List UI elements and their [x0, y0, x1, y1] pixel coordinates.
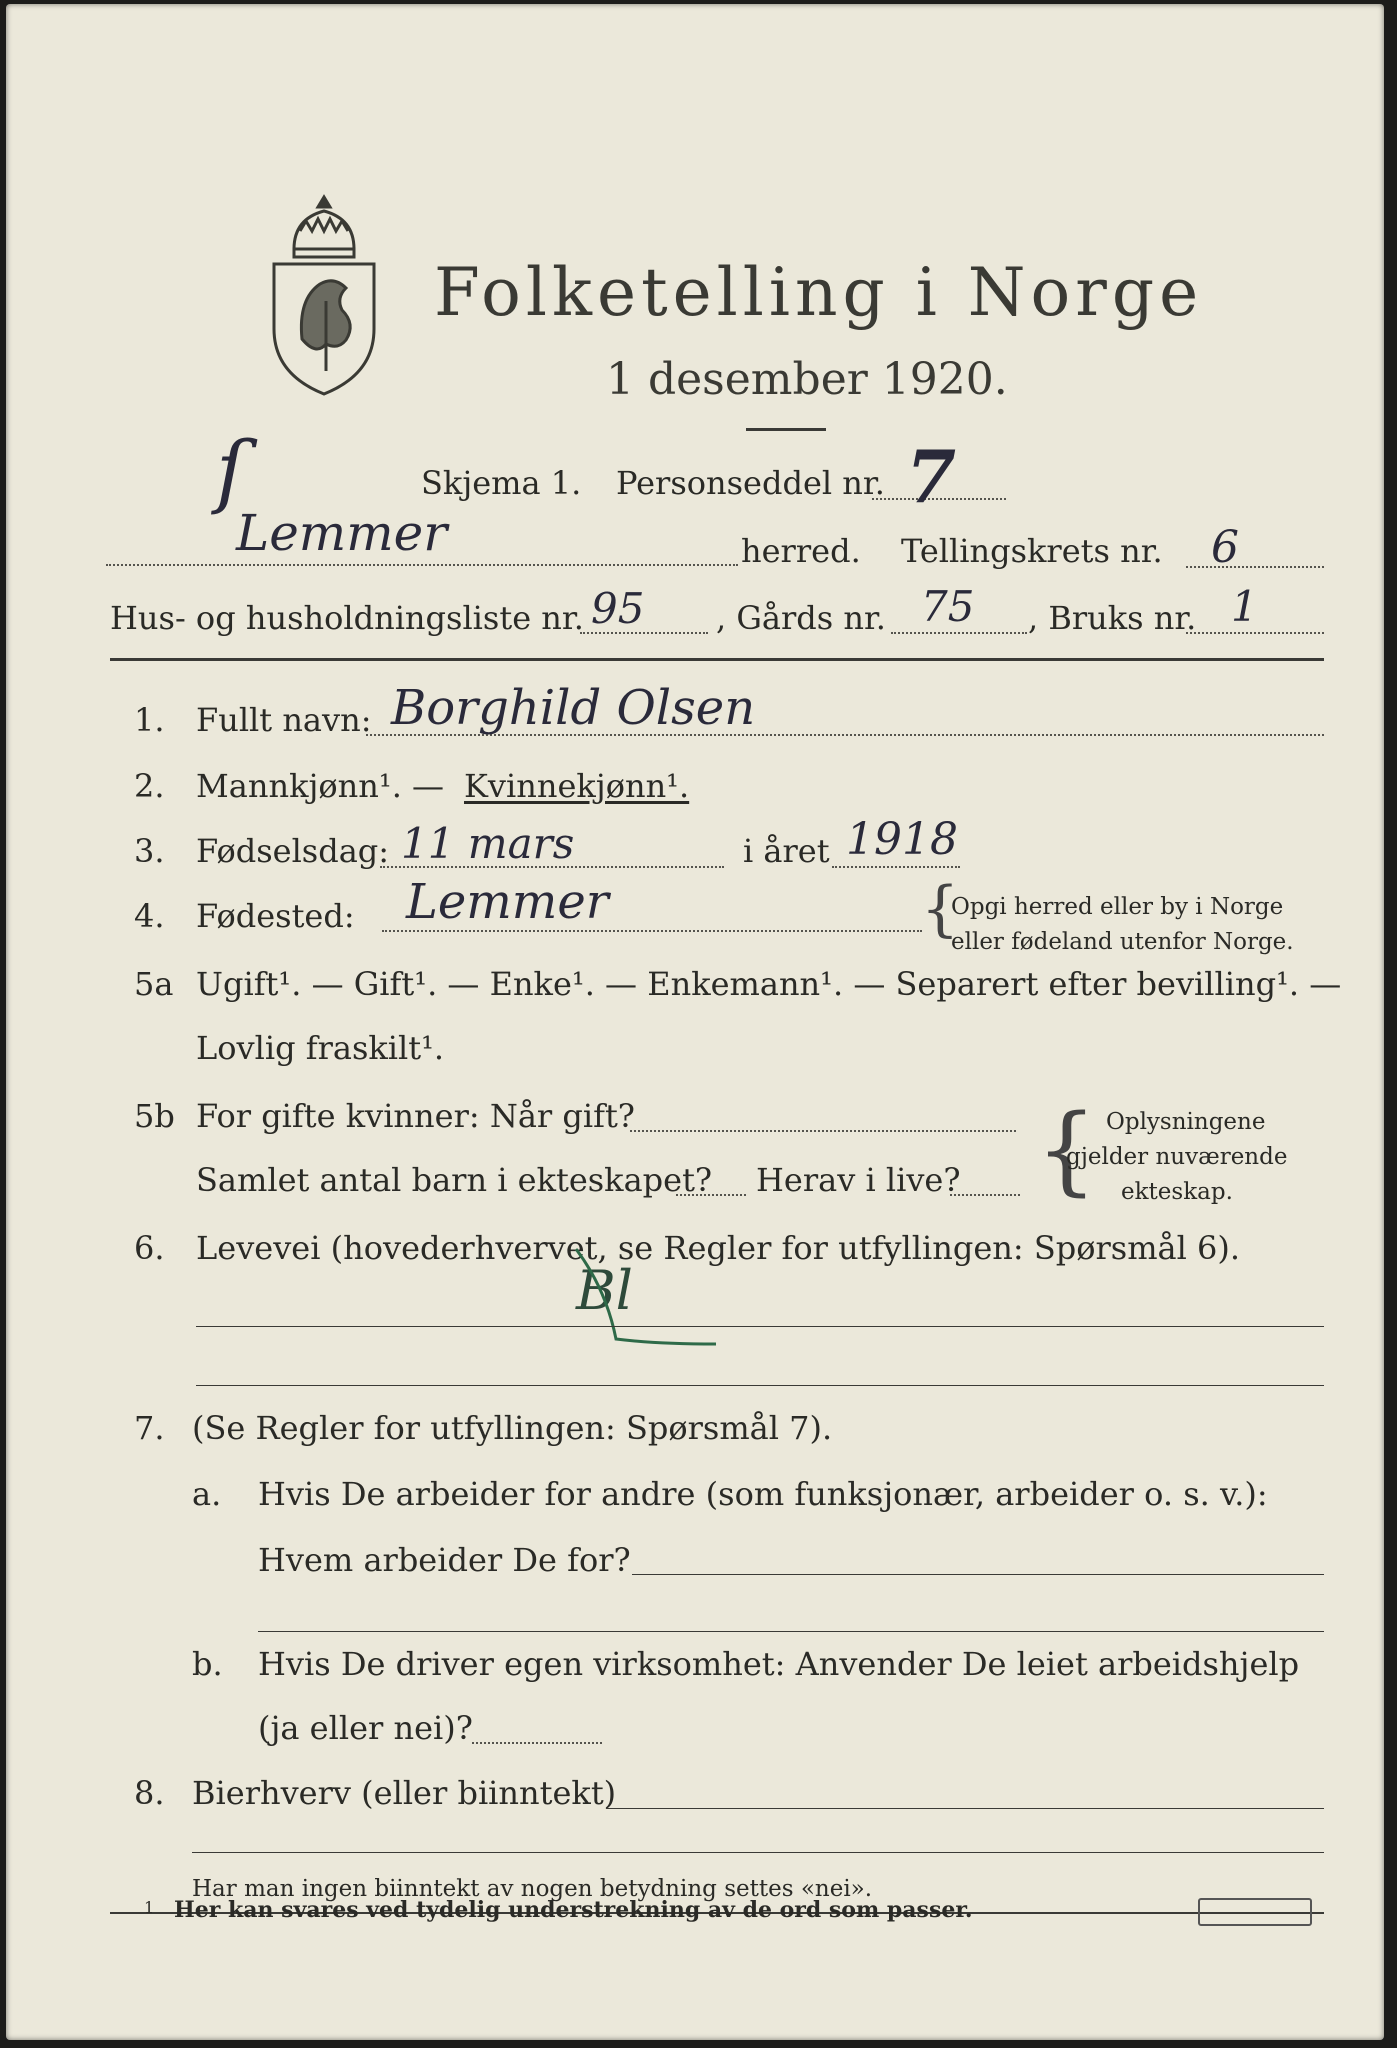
skjema-label: Skjema 1. — [421, 464, 582, 502]
q8-answer-line2 — [192, 1852, 1324, 1853]
q2-label-female: Kvinnekjønn¹. — [464, 767, 690, 805]
gards-label: , Gårds nr. — [716, 599, 886, 637]
gards-line — [891, 632, 1027, 634]
q7a-answer-line1 — [632, 1574, 1324, 1575]
q8-answer-line1 — [606, 1808, 1324, 1809]
q7b-line2: (ja eller nei)? — [258, 1709, 473, 1747]
q5b-note-line3: ekteskap. — [1121, 1179, 1233, 1205]
q7b-line1: Hvis De driver egen virksomhet: Anvender De leiet arbeidshjelp — [258, 1645, 1300, 1683]
form-title: Folketelling i Norge — [434, 254, 1204, 331]
herred-value: Lemmer — [236, 504, 448, 562]
gards-value: 75 — [921, 582, 975, 631]
tellingskrets-line — [1186, 566, 1324, 568]
q6-value: Bl — [576, 1259, 633, 1322]
tellingskrets-label: Tellingskrets nr. — [901, 532, 1163, 570]
q5a-number: 5a — [134, 965, 174, 1003]
q7b-answer-line — [472, 1742, 602, 1744]
title-divider — [746, 428, 826, 431]
footnote-text: Her kan svares ved tydelig understrekning av de ord som passer. — [174, 1897, 973, 1923]
printer-stamp — [1198, 1898, 1312, 1926]
q7-label: (Se Regler for utfyllingen: Spørsmål 7). — [192, 1409, 833, 1447]
personseddel-value: 7 — [906, 434, 957, 519]
q4-number: 4. — [134, 897, 165, 935]
q5b-children-line — [676, 1194, 746, 1196]
q7a-line2: Hvem arbeider De for? — [258, 1541, 631, 1579]
bruks-label: , Bruks nr. — [1028, 599, 1197, 637]
census-form — [6, 4, 1384, 2040]
herred-line — [106, 564, 738, 566]
q5a-line1: Ugift¹. — Gift¹. — Enke¹. — Enkemann¹. — Separert efter bevilling¹. — — [196, 965, 1342, 1003]
q5b-note-line1: Oplysningene — [1106, 1109, 1266, 1135]
q3-number: 3. — [134, 832, 165, 870]
q6-line1 — [196, 1326, 1324, 1327]
q6-label: Levevei (hovederhvervet, se Regler for utfyllingen: Spørsmål 6). — [196, 1229, 1241, 1267]
q1-value: Borghild Olsen — [391, 680, 756, 736]
q7a-answer-line2 — [258, 1631, 1324, 1632]
q5b-married-line — [630, 1130, 1016, 1132]
q5b-alive-line — [950, 1194, 1020, 1196]
footnote-mark: 1 — [144, 1898, 155, 1917]
q7b-number: b. — [192, 1645, 223, 1683]
q1-number: 1. — [134, 701, 165, 739]
personseddel-label: Personseddel nr. — [616, 464, 885, 502]
q8-label: Bierhverv (eller biinntekt) — [192, 1774, 617, 1812]
hus-value: 95 — [591, 584, 645, 633]
q6-line2 — [196, 1385, 1324, 1386]
q5b-note-line2: gjelder nuværende — [1066, 1144, 1288, 1170]
q8-number: 8. — [134, 1774, 165, 1812]
q7-number: 7. — [134, 1409, 165, 1447]
q3-label: Fødselsdag: — [196, 832, 390, 870]
tellingskrets-value: 6 — [1211, 522, 1239, 573]
bruks-line — [1186, 632, 1324, 634]
bruks-value: 1 — [1231, 582, 1258, 631]
q4-note-line2: eller fødeland utenfor Norge. — [951, 929, 1294, 955]
q5b-children-label: Samlet antal barn i ekteskapet? — [196, 1161, 713, 1199]
herred-initial: ſ — [216, 424, 246, 517]
census-date: 1 desember 1920. — [606, 354, 1008, 405]
q5b-line1: For gifte kvinner: Når gift? — [196, 1097, 635, 1135]
q5b-alive-label: Herav i live? — [756, 1161, 961, 1199]
q8-note: Har man ingen biinntekt av nogen betydning settes «nei». — [192, 1876, 873, 1902]
q3-value: 11 mars — [401, 819, 575, 868]
q4-note-line1: Opgi herred eller by i Norge — [951, 894, 1284, 920]
q3-year-line — [832, 866, 960, 868]
q3-year-value: 1918 — [846, 814, 958, 865]
q2-number: 2. — [134, 767, 165, 805]
q3-year-label: i året — [743, 832, 830, 870]
coat-of-arms-icon — [264, 189, 384, 399]
q4-brace: { — [921, 874, 960, 944]
header-divider — [110, 658, 1324, 661]
q5b-number: 5b — [134, 1097, 175, 1135]
q5a-line2: Lovlig fraskilt¹. — [196, 1029, 445, 1067]
q4-label: Fødested: — [196, 897, 355, 935]
q5b-brace: { — [1036, 1094, 1098, 1206]
q7a-line1: Hvis De arbeider for andre (som funksjonær, arbeider o. s. v.): — [258, 1475, 1268, 1513]
q6-number: 6. — [134, 1229, 165, 1267]
q1-label: Fullt navn: — [196, 701, 372, 739]
q7a-number: a. — [192, 1475, 222, 1513]
q6-handwritten-stroke — [566, 1229, 726, 1359]
herred-label: herred. — [741, 532, 861, 570]
q4-value: Lemmer — [406, 874, 609, 930]
q2-label-male: Mannkjønn¹. — — [196, 767, 445, 805]
q4-line — [382, 930, 922, 932]
hus-label: Hus- og husholdningsliste nr. — [110, 599, 584, 637]
